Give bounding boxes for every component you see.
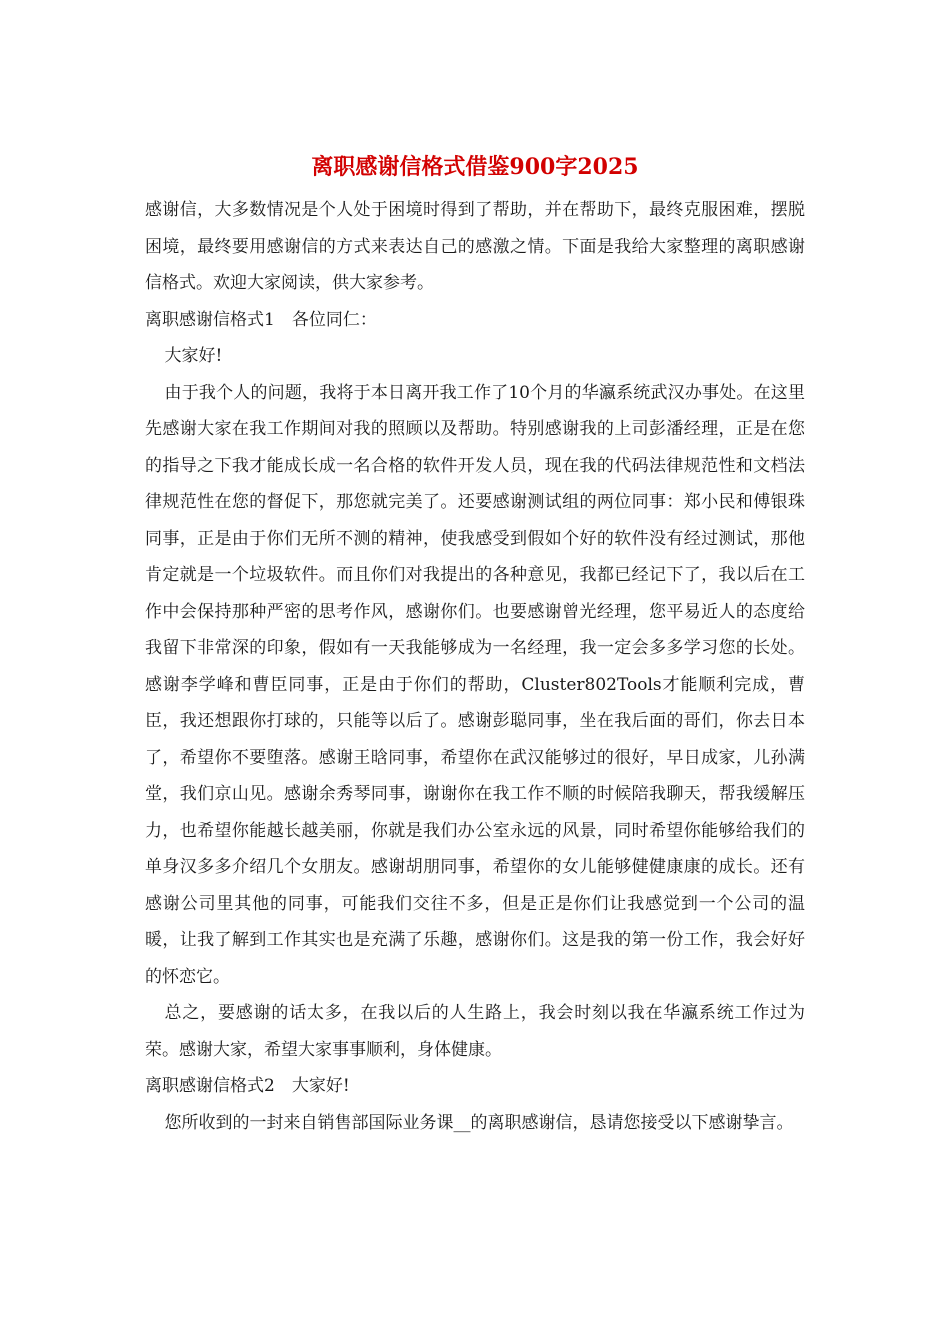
- intro-paragraph: 感谢信，大多数情况是个人处于困境时得到了帮助，并在帮助下，最终克服困难，摆脱困境，最终要用感谢信的方式来表达自己的感激之情。下面是我给大家整理的离职感谢信格式。欢迎大家阅读，供大家参考。: [145, 200, 805, 293]
- document-title: 离职感谢信格式借鉴900字2025: [311, 154, 639, 180]
- format-2-paragraph: 您所收到的一封来自销售部国际业务课__的离职感谢信，恳请您接受以下感谢挚言。: [164, 1112, 794, 1133]
- greeting-paragraph: 大家好!: [164, 346, 223, 366]
- section-heading-format-2: 离职感谢信格式2 大家好!: [145, 1076, 350, 1096]
- section-heading-format-1: 离职感谢信格式1 各位同仁：: [145, 309, 377, 330]
- closing-paragraph: 总之，要感谢的话太多，在我以后的人生路上，我会时刻以我在华瀛系统工作过为荣。感谢大家，希望大家事事顺利，身体健康。: [145, 1003, 805, 1060]
- body-paragraph-main: 由于我个人的问题，我将于本日离开我工作了10个月的华瀛系统武汉办事处。在这里先感谢大家在我工作期间对我的照顾以及帮助。特别感谢我的上司彭潘经理，正是在您的指导之下我才能成长成一名合格的软件开发人员，现在我的代码法律规范性和文档法律规范性在您的督促下，那您就完美了。还要感谢测试组的两位同事：郑小民和傅银珠同事，正是由于你们无所不测的精神，使我感受到假如个好的软件没有经过测试，那他肯定就是一个垃圾软件。而且你们对我提出的各种意见，我都已经记下了，我以后在工作中会保持那种严密的思考作风，感谢你们。也要感谢曾光经理，您平易近人的态度给我留下非常深的印象，假如有一天我能够成为一名经理，我一定会多多学习您的长处。感谢李学峰和曹臣同事，正是由于你们的帮助，Cluster802Tools才能顺利完成，曹臣，我还想跟你打球的，只能等以后了。感谢彭聪同事，坐在我后面的哥们，你去日本了，希望你不要堕落。感谢王晗同事，希望你在武汉能够过的很好，早日成家，儿孙满堂，我们京山见。感谢余秀琴同事，谢谢你在我工作不顺的时候陪我聊天，帮我缓解压力，也希望你能越长越美丽，你就是我们办公室永远的风景，同时希望你能够给我们的单身汉多多介绍几个女朋友。感谢胡朋同事，希望你的女儿能够健健康康的成长。还有感谢公司里其他的同事，可能我们交往不多，但是正是你们让我感觉到一个公司的温暖，让我了解到工作其实也是充满了乐趣，感谢你们。这是我的第一份工作，我会好好的怀恋它。: [145, 382, 805, 987]
- document-body: [145, 192, 805, 1141]
